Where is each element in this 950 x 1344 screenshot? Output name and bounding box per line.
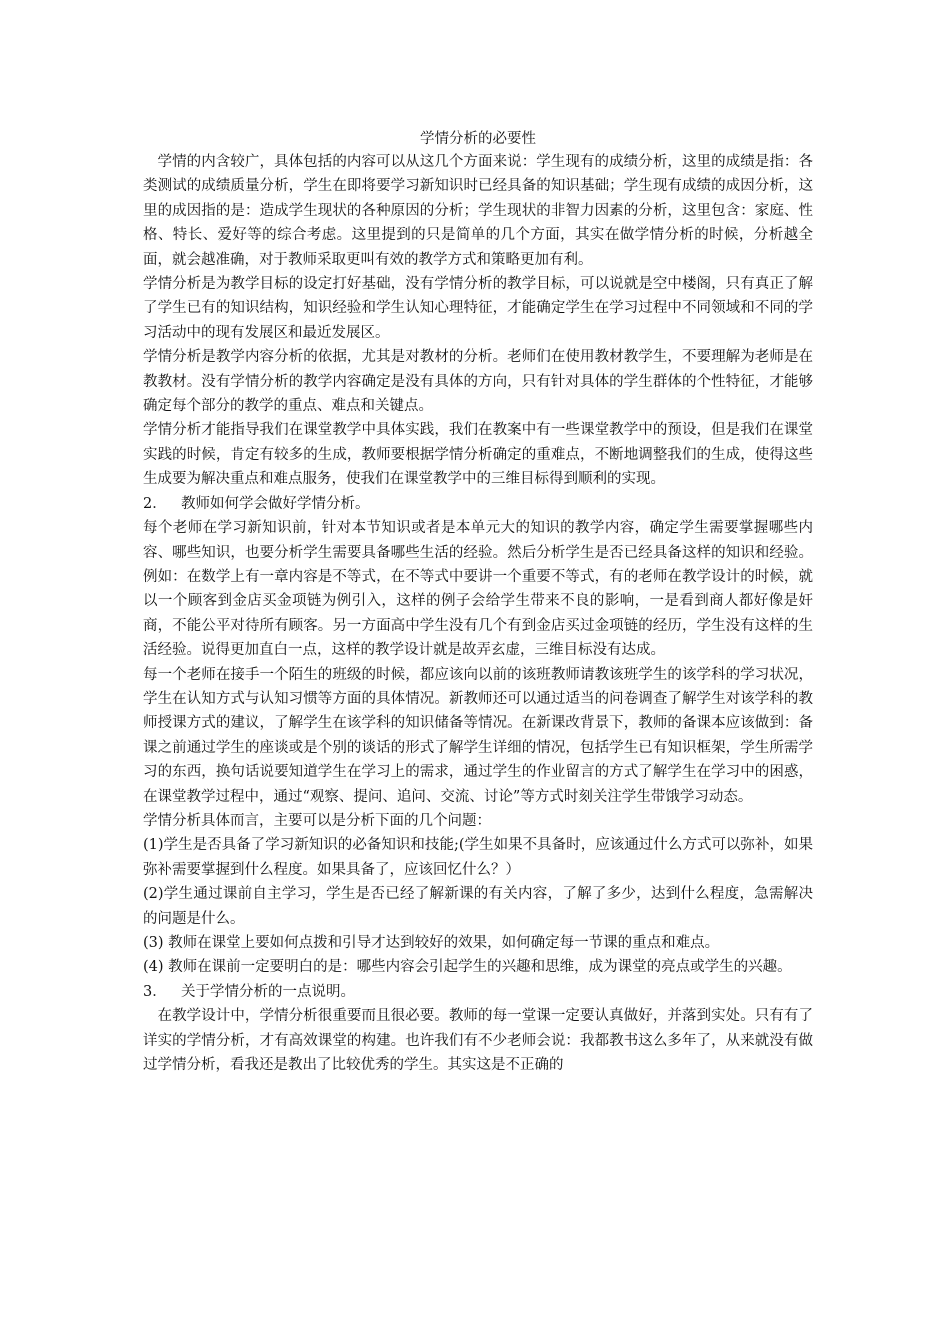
list-item-question-2: (2)学生通过课前自主学习，学生是否已经了解新课的有关内容，了解了多少，达到什么程度，急需解决的问题是什么。 [143, 886, 813, 927]
section-number: 3． [143, 983, 167, 1000]
list-item-question-1: (1)学生是否具备了学习新知识的必备知识和技能;(学生如果不具备时，应该通过什么方式可以弥补，如果弥补需要掌握到什么程度。如果具备了，应该回忆什么？） [143, 837, 813, 878]
document-page [143, 128, 813, 1077]
paragraph-new-knowledge: 每个老师在学习新知识前，针对本节知识或者是本单元大的知识的教学内容，确定学生需要掌握哪些内容、哪些知识，也要分析学生需要具备哪些生活的经验。然后分析学生是否已经具备这样的知识和经验。例如：在数学上有一章内容是不等式，在不等式中要讲一个重要不等式，有的老师在教学设计的时候，就以一个顾客到金店买金项链为例引入，这样的例子会给学生带来不良的影响，一是看到商人都好像是奸商，不能公平对待所有顾客。另一方面高中学生没有几个有到金店买过金项链的经历，学生没有这样的生活经验。说得更加直白一点，这样的教学设计就是故弄玄虚，三维目标没有达成。 [143, 520, 813, 659]
paragraph-learning-content: 学情的内含较广，具体包括的内容可以从这几个方面来说：学生现有的成绩分析，这里的成绩是指：各类测试的成绩质量分析，学生在即将要学习新知识时已经具备的知识基础；学生现有成绩的成因分析，这里的成因指的是：造成学生现状的各种原因的分析；学生现状的非智力因素的分析，这里包含：家庭、性格、特长、爱好等的综合考虑。这里提到的只是简单的几个方面，其实在做学情分析的时候，分析越全面，就会越准确，对于教师采取更叫有效的教学方式和策略更加有利。 [143, 154, 813, 268]
paragraph-questions-intro: 学情分析具体而言，主要可以是分析下面的几个问题： [143, 812, 491, 829]
section-number: 2． [143, 495, 167, 512]
list-item-question-3: (3) 教师在课堂上要如何点拨和引导才达到较好的效果，如何确定每一节课的重点和难点。 [143, 935, 720, 951]
section-heading-2 [143, 492, 813, 516]
paragraph-content-analysis: 学情分析是教学内容分析的依据，尤其是对教材的分析。老师们在使用教材教学生，不要理解为老师是在教教材。没有学情分析的教学内容确定是没有具体的方向，只有针对具体的学生群体的个性特征，才能够确定每个部分的教学的重点、难点和关键点。 [143, 349, 813, 415]
section-heading-text: 关于学情分析的一点说明。 [181, 983, 355, 1000]
paragraph-new-class: 每一个老师在接手一个陌生的班级的时候，都应该向以前的该班教师请教该班学生的该学科的学习状况，学生在认知方式与认知习惯等方面的具体情况。新教师还可以通过适当的问卷调查了解学生对该学科的教师授课方式的建议，了解学生在该学科的知识储备等情况。在新课改背景下，教师的备课本应该做到：备课之前通过学生的座谈或是个别的谈话的形式了解学生详细的情况，包括学生已有知识框架，学生所需学习的东西，换句话说要知道学生在学习上的需求，通过学生的作业留言的方式了解学生在学习中的困惑，在课堂教学过程中，通过“观察、提问、追问、交流、讨论”等方式时刻关注学生带饿学习动态。 [143, 666, 813, 805]
paragraph-classroom-practice: 学情分析才能指导我们在课堂教学中具体实践，我们在教案中有一些课堂教学中的预设，但是我们在课堂实践的时候，肯定有较多的生成，教师要根据学情分析确定的重难点，不断地调整我们的生成，使得这些生成要为解决重点和难点服务，使我们在课堂教学中的三维目标得到顺利的实现。 [143, 422, 813, 488]
paragraph-teaching-goals: 学情分析是为教学目标的设定打好基础，没有学情分析的教学目标，可以说就是空中楼阁，只有真正了解了学生已有的知识结构，知识经验和学生认知心理特征，才能确定学生在学习过程中不同领域和不同的学习活动中的现有发展区和最近发展区。 [143, 276, 813, 341]
paragraph-explanation: 在教学设计中，学情分析很重要而且很必要。教师的每一堂课一定要认真做好，并落到实处。只有有了详实的学情分析，才有高效课堂的构建。也许我们有不少老师会说：我都教书这么多年了，从来就没有做过学情分析，看我还是教出了比较优秀的学生。其实这是不正确的 [143, 1008, 813, 1074]
section-heading-3 [143, 980, 813, 1004]
document-title: 学情分析的必要性 [420, 131, 536, 147]
section-heading-text: 教师如何学会做好学情分析。 [181, 495, 370, 512]
list-item-question-4: (4) 教师在课前一定要明白的是：哪些内容会引起学生的兴趣和思维，成为课堂的亮点或学生的兴趣。 [143, 959, 792, 976]
